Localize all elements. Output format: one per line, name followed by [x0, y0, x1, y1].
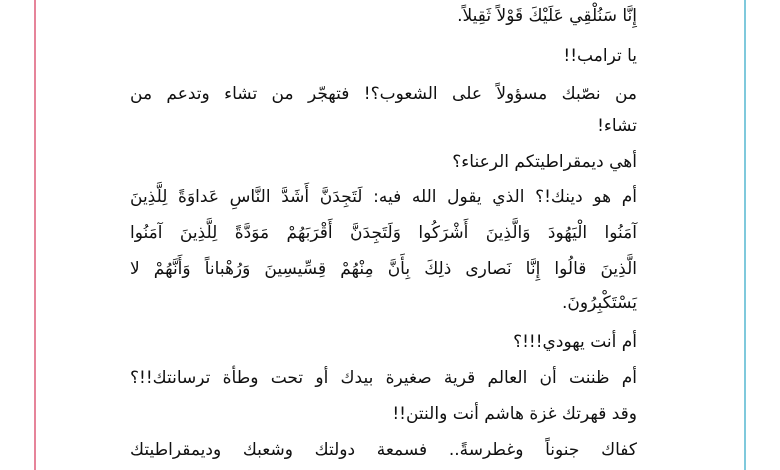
text-line: كفاك جنوناً وغطرسةً.. فسمعة دولتك وشعبك وديمقراطيتك [130, 440, 637, 460]
text-line: وقد قهرتك غزة هاشم أنت والنتن!! [392, 404, 637, 424]
text-line: يا ترامب!! [563, 46, 637, 66]
right-margin-rule [744, 0, 746, 470]
text-line: الَّذِينَ قالُوا إِنَّا نَصارى ذلِكَ بِأَنَّ مِنْهُمْ قِسِّيسِينَ وَرُهْباناً وَأَنَّهُمْ لا [130, 259, 637, 279]
text-line: يَسْتَكْبِرُونَ. [561, 293, 637, 313]
text-line: تشاء! [597, 116, 637, 136]
text-line: أم أنت يهودي!!!؟ [513, 332, 637, 352]
text-line: أم ظننت أن العالم قرية صغيرة بيدك أو تحت وطأة ترسانتك!!؟ [130, 368, 637, 388]
text-line: آمَنُوا الْيَهُودَ وَالَّذِينَ أَشْرَكُوا وَلَتَجِدَنَّ أَقْرَبَهُمْ مَوَدَّةً لِلَّذِينَ آمَنُوا [130, 223, 637, 243]
text-line: إِنَّا سَنُلْقِي عَلَيْكَ قَوْلاً ثَقِيلاً. [457, 6, 637, 26]
text-line: أهي ديمقراطيتكم الرعناء؟ [452, 152, 637, 172]
left-margin-rule [34, 0, 36, 470]
document-body [130, 0, 637, 470]
text-line: من نصّبك مسؤولاً على الشعوب؟! فتهجّر من تشاء وتدعم من [130, 84, 637, 104]
text-line: أم هو دينك!؟ الذي يقول الله فيه: لَتَجِدَنَّ أَشَدَّ النَّاسِ عَداوَةً لِلَّذِينَ [130, 187, 637, 207]
